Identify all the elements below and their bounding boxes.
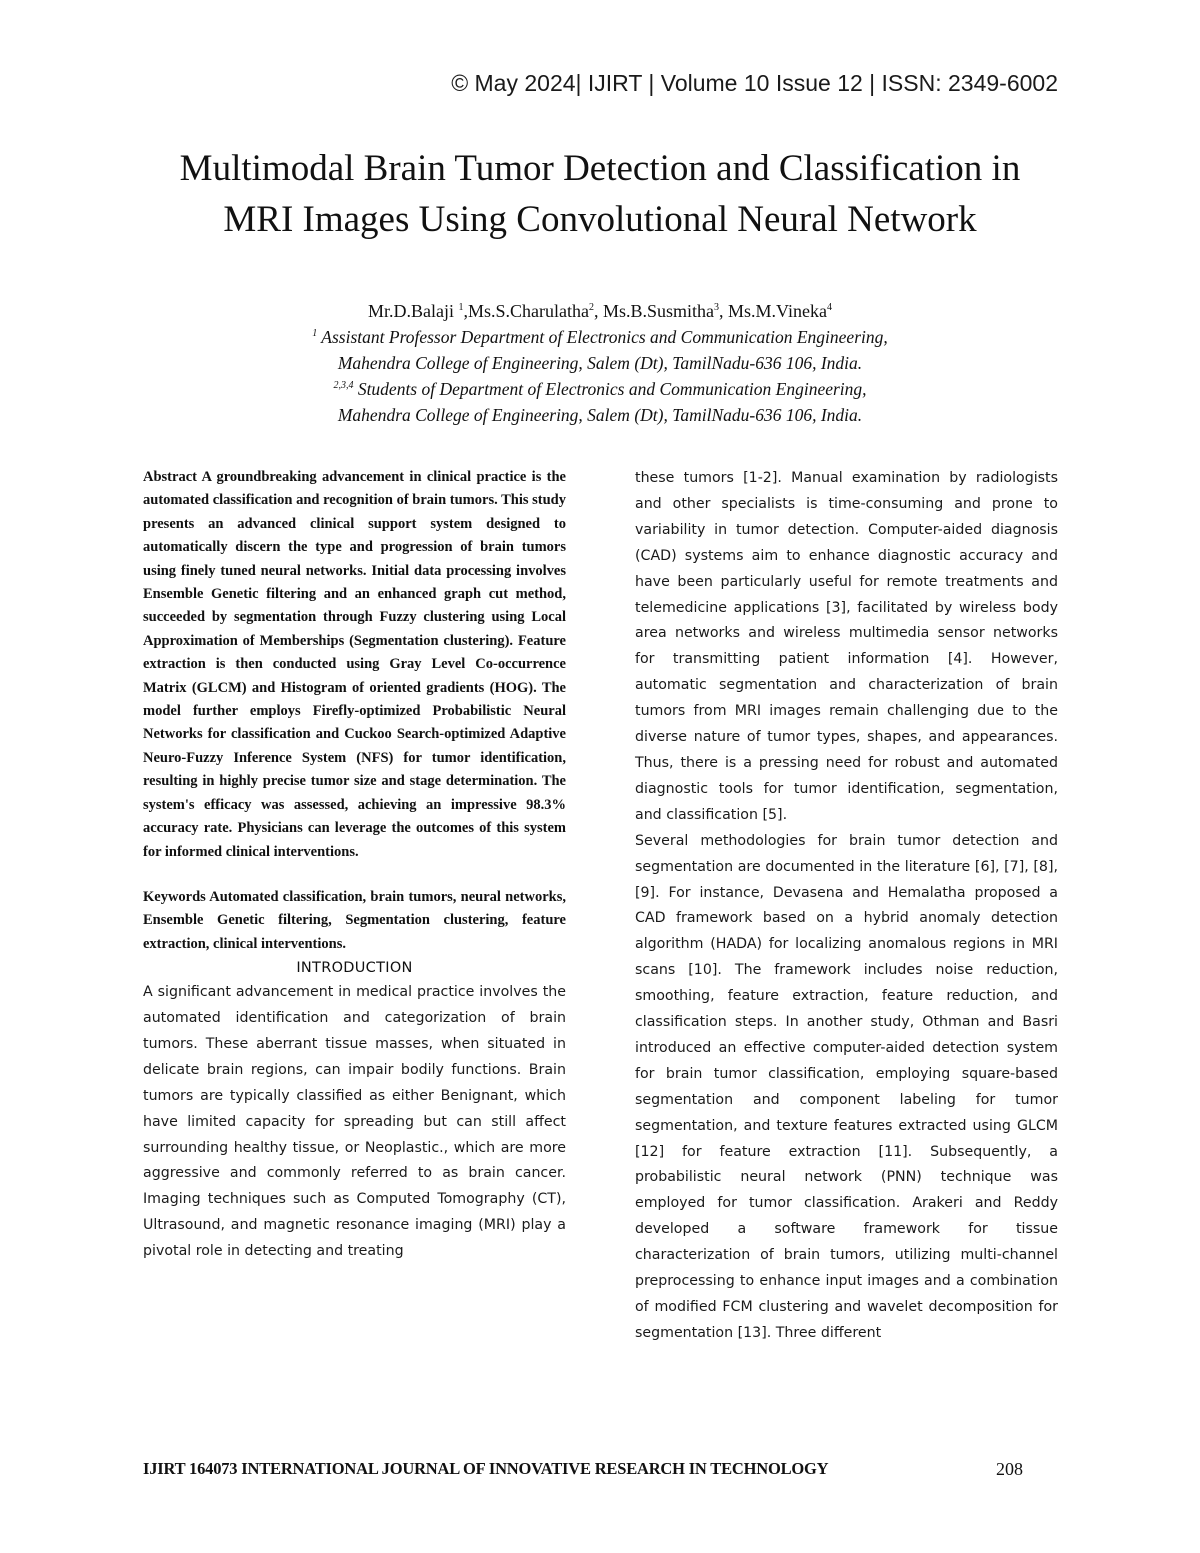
affiliation-2-text: Students of Department of Electronics and Communication Engineering, — [353, 379, 867, 399]
affiliation-2-line-2: Mahendra College of Engineering, Salem (Dt), TamilNadu-636 106, India. — [337, 405, 863, 425]
author-block — [0, 298, 1200, 428]
affiliation-1-text: Assistant Professor Department of Electronics and Communication Engineering, — [317, 327, 888, 347]
running-header: © May 2024| IJIRT | Volume 10 Issue 12 | ISSN: 2349-6002 — [451, 70, 1058, 96]
affiliation-2 — [0, 376, 1200, 428]
author-1: Mr.D.Balaji — [368, 301, 459, 321]
author-1-sup: 1 — [458, 302, 464, 313]
page-number: 208 — [996, 1459, 1023, 1479]
author-2: ,Ms.S.Charulatha — [463, 301, 590, 321]
affiliation-1-sup: 1 — [312, 328, 318, 340]
right-column — [635, 466, 1058, 1347]
footer-journal: IJIRT 164073 INTERNATIONAL JOURNAL OF INNOVATIVE RESEARCH IN TECHNOLOGY — [143, 1459, 829, 1478]
right-paragraph-1: these tumors [1-2]. Manual examination by radiologists and other specialists is time-consuming and prone to variability in tumor detection. Computer-aided diagnosis (CAD) systems aim to enhance diagnostic accuracy and have been particularly useful for remote treatments and telemedicine applications [3], facilitated by wireless body area networks and wireless multimedia sensor networks for transmitting patient information [4]. However, automatic segmentation and characterization of brain tumors from MRI images remain challenging due to the diverse nature of tumor types, shapes, and appearances. Thus, there is a pressing need for robust and automated diagnostic tools for tumor identification, segmentation, and classification [5]. — [635, 470, 1058, 823]
intro-paragraph-1: A significant advancement in medical practice involves the automated identification and categorization of brain tumors. These aberrant tissue masses, when situated in delicate brain regions, can impair bodily functions. Brain tumors are typically classified as either Benignant, which have limited capacity for spreading but can still affect surrounding healthy tissue, or Neoplastic., which are more aggressive and commonly referred to as brain cancer. Imaging techniques such as Computed Tomography (CT), Ultrasound, and magnetic resonance imaging (MRI) play a pivotal role in detecting and treating — [143, 984, 566, 1260]
author-list — [0, 298, 1200, 324]
author-2-sup: 2 — [589, 302, 595, 313]
section-heading-introduction: INTRODUCTION — [296, 960, 413, 977]
author-3: , Ms.B.Susmitha — [594, 301, 715, 321]
paper-title — [60, 143, 1140, 245]
affiliation-2-sup: 2,3,4 — [333, 380, 354, 392]
title-line-2: MRI Images Using Convolutional Neural Network — [223, 199, 977, 240]
author-4-sup: 4 — [826, 302, 832, 313]
keywords: Keywords Automated classification, brain tumors, neural networks, Ensemble Genetic filtering, Segmentation clustering, feature extraction, clinical interventions. — [143, 888, 566, 952]
abstract: Abstract A groundbreaking advancement in clinical practice is the automated classification and recognition of brain tumors. This study presents an advanced clinical support system designed to automatically discern the type and progression of brain tumors using finely tuned neural networks. Initial data processing involves Ensemble Genetic filtering and an enhanced graph cut method, succeeded by segmentation through Fuzzy clustering using Local Approximation of Memberships (Segmentation clustering). Feature extraction is then conducted using Gray Level Co-occurrence Matrix (GLCM) and Histogram of oriented gradients (HOG). The model further employs Firefly-optimized Probabilistic Neural Networks for classification and Cuckoo Search-optimized Adaptive Neuro-Fuzzy Inference System (NFS) for tumor identification, resulting in highly precise tumor size and stage determination. The system's efficacy was assessed, achieving an impressive 98.3% accuracy rate. Physicians can leverage the outcomes of this system for informed clinical interventions. — [143, 469, 566, 860]
affiliation-1-line-2: Mahendra College of Engineering, Salem (Dt), TamilNadu-636 106, India. — [337, 353, 863, 373]
author-3-sup: 3 — [714, 302, 720, 313]
right-paragraph-2: Several methodologies for brain tumor detection and segmentation are documented in the literature [6], [7], [8], [9]. For instance, Devasena and Hemalatha proposed a CAD framework based on a hybrid anomaly detection algorithm (HADA) for localizing anomalous regions in MRI scans [10]. The framework includes noise reduction, smoothing, feature extraction, feature reduction, and classification steps. In another study, Othman and Basri introduced an effective computer-aided detection system for brain tumor classification, employing square-based segmentation and component labeling for tumor segmentation, and texture features extracted using GLCM [12] for feature extraction [11]. Subsequently, a probabilistic neural network (PNN) technique was employed for tumor classification. Arakeri and Reddy developed a software framework for tissue characterization of brain tumors, utilizing multi-channel preprocessing to enhance input images and a combination of modified FCM clustering and wavelet decomposition for segmentation [13]. Three different — [635, 832, 1058, 1341]
title-line-1: Multimodal Brain Tumor Detection and Classification in — [179, 148, 1021, 189]
left-column — [143, 466, 566, 1265]
affiliation-1 — [0, 324, 1200, 376]
author-4: , Ms.M.Vineka — [719, 301, 827, 321]
affiliation-2-line-1 — [0, 376, 1200, 402]
affiliation-1-line-1 — [0, 324, 1200, 350]
